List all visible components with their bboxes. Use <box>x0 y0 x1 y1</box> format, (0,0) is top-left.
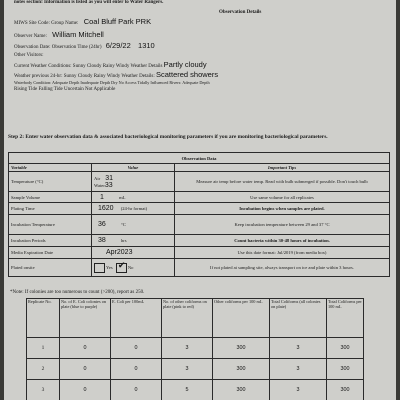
table-cell: 3 <box>270 359 327 380</box>
observation-data-table <box>8 152 390 277</box>
value: 38 <box>98 237 106 244</box>
table-cell: 3 <box>162 359 213 380</box>
value-cell <box>92 215 175 235</box>
value-cell <box>92 203 175 215</box>
current-weather-label: Current Weather Conditions: Sunny Cloudy Rainy Windy Weather Details <box>14 64 163 69</box>
value: 1 <box>100 193 104 201</box>
header-total-coliforms: Total Coliforms (all colonies on plate) <box>270 299 327 338</box>
date-value: 6/29/22 <box>105 41 131 50</box>
table-row <box>9 235 390 247</box>
table-row <box>9 172 390 192</box>
waterbody-label: Waterbody Condition: Adequate Depth Inadequate Depth Dry No Access Tidally Influenced Rivers: Adequate Depth <box>14 80 210 85</box>
table-cell: 2 <box>27 359 60 380</box>
observation-details-title: Observation Details <box>219 10 262 15</box>
note-text: *Note: If colonies are too numerous to count (>200), report as 250. <box>10 290 145 295</box>
datasheet-page <box>4 0 396 400</box>
table-row <box>9 192 390 203</box>
header-other-coliforms: No. of other coliforms on plate (pink to red) <box>162 299 213 338</box>
observer-label: Observer Name: <box>14 34 47 39</box>
table-cell: 0 <box>111 338 162 359</box>
value: 36 <box>98 221 106 228</box>
header-note: notes section! Information is listed as you will enter to Water Rangers. <box>14 0 164 5</box>
table-cell: 3 <box>27 380 60 400</box>
table-cell: 3 <box>270 338 327 359</box>
site-label: MIWS Site Code: Group Name: <box>14 21 79 26</box>
variable-label: Plating Time <box>9 203 92 215</box>
variable-label: Incubation Periods <box>9 235 92 247</box>
time-value: 1310 <box>138 41 155 50</box>
variable-label: Temperature (°C) <box>9 172 92 192</box>
value-cell <box>92 247 175 259</box>
table-cell: 0 <box>111 380 162 400</box>
tip-text: Measure air temp before water temp. Read with bulb submerged if possible. Don't touch bulb <box>175 172 390 192</box>
other-visitors-label: Other Visitors: <box>14 53 44 58</box>
table-cell: 300 <box>213 359 270 380</box>
no-label: No <box>127 264 134 270</box>
table-cell: 3 <box>270 380 327 400</box>
tip-text: If not plated at sampling site, always transport on ice and plate within 3 hours. <box>175 259 390 277</box>
table-cell: 5 <box>162 380 213 400</box>
tip-text: Use same volume for all replicates <box>175 192 390 203</box>
col-tips: Important Tips <box>175 164 390 172</box>
table-cell: 300 <box>327 359 364 380</box>
unit: °C <box>120 222 126 227</box>
current-weather-value: Partly cloudy <box>163 60 207 69</box>
tide-label: Rising Tide Falling Tide Uncertain Not Applicable <box>14 87 116 92</box>
water-value: 33 <box>104 181 113 189</box>
value: Apr2023 <box>106 249 133 256</box>
table-cell: 0 <box>60 338 111 359</box>
table-row <box>9 203 390 215</box>
tip-text: Keep incubation temperature between 29 and 37 °C <box>175 215 390 235</box>
tip-text: Count bacteria within 30-48 hours of incubation. <box>175 235 390 247</box>
header-ecoli-colonies: No. of E. Coli colonies on plate (blue to purple) <box>60 299 111 338</box>
table-cell: 300 <box>213 380 270 400</box>
tip-text: Incubation begins when samples are plated. <box>175 203 390 215</box>
observer-value: William Mitchell <box>52 30 104 39</box>
prev-weather-label: Weather previous 24-hr: Sunny Cloudy Rainy Windy Weather Details: <box>14 74 155 79</box>
tip-text: Use this date format: Jul/2019 (from media box) <box>175 247 390 259</box>
date-label: Observation Date: Observation Time (24hr) <box>14 45 102 50</box>
replicate-table <box>26 298 364 400</box>
unit: mL <box>119 194 126 200</box>
header-other-per-100ml: Other coliforms per 100 mL <box>213 299 270 338</box>
header-ecoli-per-100ml: E. Coli per 100mL <box>111 299 162 338</box>
variable-label: Plated onsite <box>9 259 92 277</box>
table-cell: 0 <box>111 359 162 380</box>
table-cell: 0 <box>60 359 111 380</box>
unit: hrs <box>120 238 127 243</box>
yes-label: Yes <box>106 264 113 270</box>
table-cell: 300 <box>327 380 364 400</box>
table-row <box>27 380 364 400</box>
table-cell: 300 <box>213 338 270 359</box>
current-weather-row <box>14 60 207 69</box>
table-row <box>9 247 390 259</box>
variable-label: Incubation Temperature <box>9 215 92 235</box>
table-cell: 0 <box>60 380 111 400</box>
value: 1620 <box>98 205 114 212</box>
site-row <box>14 17 151 26</box>
air-label: Air <box>94 175 101 181</box>
table-row <box>9 215 390 235</box>
value-cell <box>92 192 175 203</box>
table-row <box>27 359 364 380</box>
table-row <box>9 259 390 277</box>
date-row <box>14 41 155 50</box>
header-replicate: Replicate No. <box>27 299 60 338</box>
plated-onsite-options <box>92 259 175 277</box>
site-value: Coal Bluff Park PRK <box>83 17 152 26</box>
temperature-values <box>92 172 175 192</box>
value-cell <box>92 235 175 247</box>
step2-heading: Step 2: Enter water observation data & associated bacteriological monitoring parameters if you are monitoring bacteriological parameters. <box>8 134 328 140</box>
prev-weather-row <box>14 70 218 79</box>
header-total-per-100ml: Total Coliforms per 100 mL <box>327 299 364 338</box>
air-value: 31 <box>105 174 114 182</box>
water-label: Water <box>94 182 105 188</box>
col-variable: Variable <box>9 164 92 172</box>
no-checkbox[interactable] <box>116 260 127 273</box>
table-row <box>27 338 364 359</box>
table-cell: 1 <box>27 338 60 359</box>
table-cell: 3 <box>162 338 213 359</box>
check-mark-icon: ✔ <box>117 260 126 271</box>
observation-data-title: Observation Data <box>9 153 390 164</box>
variable-label: Sample Volume <box>9 192 92 203</box>
table-cell: 300 <box>327 338 364 359</box>
unit: (24-hr format) <box>120 206 148 211</box>
variable-label: Media Expiration Date <box>9 247 92 259</box>
col-value: Value <box>92 164 175 172</box>
observer-row <box>14 30 104 39</box>
yes-checkbox[interactable] <box>94 263 105 273</box>
prev-weather-value: Scattered showers <box>155 70 219 79</box>
